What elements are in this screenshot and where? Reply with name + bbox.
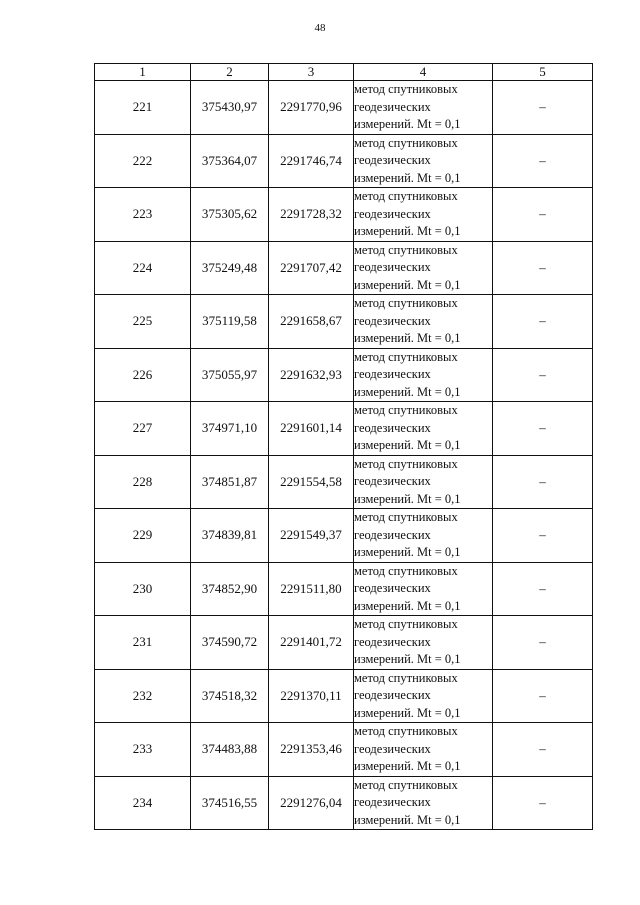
table-row xyxy=(95,241,593,295)
y-coordinate-cell: 2291658,67 xyxy=(269,295,354,349)
table-row xyxy=(95,188,593,242)
method-line: измерений. Mt = 0,1 xyxy=(354,277,461,292)
table-row xyxy=(95,616,593,670)
method-line: метод спутниковых xyxy=(354,617,458,631)
method-line: геодезических xyxy=(354,581,431,595)
method-line: измерений. Mt = 0,1 xyxy=(354,545,461,559)
column-header: 4 xyxy=(354,64,493,81)
method-line: геодезических xyxy=(354,367,431,381)
method-cell xyxy=(354,134,493,188)
method-cell xyxy=(354,509,493,563)
accuracy-cell: – xyxy=(493,188,593,242)
method-line: метод спутниковых xyxy=(354,189,458,203)
y-coordinate-cell: 2291746,74 xyxy=(269,134,354,188)
method-line: измерений. Mt = 0,1 xyxy=(354,812,461,827)
method-line: геодезических xyxy=(354,206,431,221)
method-line: метод спутниковых xyxy=(354,349,458,364)
y-coordinate-cell: 2291728,32 xyxy=(269,188,354,242)
method-cell xyxy=(354,562,493,616)
point-number-cell: 227 xyxy=(95,402,191,456)
y-coordinate-cell: 2291511,80 xyxy=(269,562,354,616)
point-number-cell: 221 xyxy=(95,81,191,135)
coordinates-table xyxy=(94,63,593,830)
method-line: метод спутниковых xyxy=(354,670,458,685)
method-line: измерений. Mt = 0,1 xyxy=(354,598,461,613)
column-header: 5 xyxy=(493,64,593,81)
point-number-cell: 228 xyxy=(95,455,191,509)
accuracy-cell: – xyxy=(493,402,593,456)
x-coordinate-cell: 375430,97 xyxy=(191,81,269,135)
method-line: метод спутниковых xyxy=(354,456,458,471)
accuracy-cell: – xyxy=(493,81,593,135)
method-cell xyxy=(354,241,493,295)
column-header: 1 xyxy=(95,64,191,81)
y-coordinate-cell: 2291353,46 xyxy=(269,723,354,777)
point-number-cell: 231 xyxy=(95,616,191,670)
method-line: измерений. Mt = 0,1 xyxy=(354,759,461,773)
point-number-cell: 224 xyxy=(95,241,191,295)
table-row xyxy=(95,295,593,349)
point-number-cell: 234 xyxy=(95,776,191,830)
accuracy-cell: – xyxy=(493,241,593,295)
x-coordinate-cell: 375249,48 xyxy=(191,241,269,295)
y-coordinate-cell: 2291554,58 xyxy=(269,455,354,509)
method-line: измерений. Mt = 0,1 xyxy=(354,331,461,345)
accuracy-cell: – xyxy=(493,455,593,509)
accuracy-cell: – xyxy=(493,616,593,670)
table-header-row xyxy=(95,64,593,81)
method-line: геодезических xyxy=(354,99,431,114)
point-number-cell: 225 xyxy=(95,295,191,349)
accuracy-cell: – xyxy=(493,295,593,349)
y-coordinate-cell: 2291276,04 xyxy=(269,776,354,830)
point-number-cell: 223 xyxy=(95,188,191,242)
method-cell xyxy=(354,723,493,777)
point-number-cell: 226 xyxy=(95,348,191,402)
method-line: геодезических xyxy=(354,313,431,328)
y-coordinate-cell: 2291632,93 xyxy=(269,348,354,402)
point-number-cell: 232 xyxy=(95,669,191,723)
method-line: геодезических xyxy=(354,634,431,649)
table-row xyxy=(95,669,593,723)
x-coordinate-cell: 375119,58 xyxy=(191,295,269,349)
accuracy-cell: – xyxy=(493,348,593,402)
method-line: метод спутниковых xyxy=(354,296,458,310)
table-row xyxy=(95,81,593,135)
y-coordinate-cell: 2291401,72 xyxy=(269,616,354,670)
x-coordinate-cell: 374590,72 xyxy=(191,616,269,670)
point-number-cell: 229 xyxy=(95,509,191,563)
column-header: 3 xyxy=(269,64,354,81)
method-line: метод спутниковых xyxy=(354,82,458,96)
x-coordinate-cell: 375305,62 xyxy=(191,188,269,242)
method-line: измерений. Mt = 0,1 xyxy=(354,438,461,452)
column-header: 2 xyxy=(191,64,269,81)
x-coordinate-cell: 375364,07 xyxy=(191,134,269,188)
accuracy-cell: – xyxy=(493,509,593,563)
table-row xyxy=(95,402,593,456)
table-row xyxy=(95,455,593,509)
method-line: геодезических xyxy=(354,795,431,809)
x-coordinate-cell: 374971,10 xyxy=(191,402,269,456)
table-row xyxy=(95,776,593,830)
point-number-cell: 222 xyxy=(95,134,191,188)
table-row xyxy=(95,348,593,402)
accuracy-cell: – xyxy=(493,723,593,777)
method-cell xyxy=(354,616,493,670)
accuracy-cell: – xyxy=(493,134,593,188)
method-line: измерений. Mt = 0,1 xyxy=(354,384,461,399)
method-line: измерений. Mt = 0,1 xyxy=(354,117,461,131)
x-coordinate-cell: 374839,81 xyxy=(191,509,269,563)
table-row xyxy=(95,134,593,188)
method-line: геодезических xyxy=(354,527,431,542)
method-cell xyxy=(354,402,493,456)
x-coordinate-cell: 375055,97 xyxy=(191,348,269,402)
table-row xyxy=(95,723,593,777)
method-cell xyxy=(354,81,493,135)
x-coordinate-cell: 374483,88 xyxy=(191,723,269,777)
method-cell xyxy=(354,455,493,509)
method-line: метод спутниковых xyxy=(354,777,458,792)
method-line: метод спутниковых xyxy=(354,135,458,150)
table-row xyxy=(95,562,593,616)
method-line: метод спутниковых xyxy=(354,242,458,257)
method-line: измерений. Mt = 0,1 xyxy=(354,170,461,185)
method-line: геодезических xyxy=(354,741,431,756)
accuracy-cell: – xyxy=(493,669,593,723)
y-coordinate-cell: 2291549,37 xyxy=(269,509,354,563)
table-body xyxy=(95,81,593,830)
y-coordinate-cell: 2291707,42 xyxy=(269,241,354,295)
x-coordinate-cell: 374516,55 xyxy=(191,776,269,830)
method-line: геодезических xyxy=(354,260,431,274)
y-coordinate-cell: 2291601,14 xyxy=(269,402,354,456)
table-row xyxy=(95,509,593,563)
method-line: метод спутниковых xyxy=(354,563,458,578)
method-line: геодезических xyxy=(354,688,431,702)
method-line: измерений. Mt = 0,1 xyxy=(354,224,461,238)
method-cell xyxy=(354,776,493,830)
method-line: измерений. Mt = 0,1 xyxy=(354,705,461,720)
x-coordinate-cell: 374518,32 xyxy=(191,669,269,723)
method-cell xyxy=(354,348,493,402)
method-line: метод спутниковых xyxy=(354,724,458,738)
page-number: 48 xyxy=(314,22,326,34)
method-line: метод спутниковых xyxy=(354,510,458,524)
method-cell xyxy=(354,295,493,349)
method-line: геодезических xyxy=(354,474,431,488)
method-line: геодезических xyxy=(354,153,431,167)
method-line: геодезических xyxy=(354,420,431,435)
method-line: метод спутниковых xyxy=(354,403,458,417)
y-coordinate-cell: 2291770,96 xyxy=(269,81,354,135)
x-coordinate-cell: 374852,90 xyxy=(191,562,269,616)
method-cell xyxy=(354,669,493,723)
y-coordinate-cell: 2291370,11 xyxy=(269,669,354,723)
point-number-cell: 230 xyxy=(95,562,191,616)
x-coordinate-cell: 374851,87 xyxy=(191,455,269,509)
accuracy-cell: – xyxy=(493,776,593,830)
accuracy-cell: – xyxy=(493,562,593,616)
method-line: измерений. Mt = 0,1 xyxy=(354,652,461,666)
method-cell xyxy=(354,188,493,242)
point-number-cell: 233 xyxy=(95,723,191,777)
method-line: измерений. Mt = 0,1 xyxy=(354,491,461,506)
